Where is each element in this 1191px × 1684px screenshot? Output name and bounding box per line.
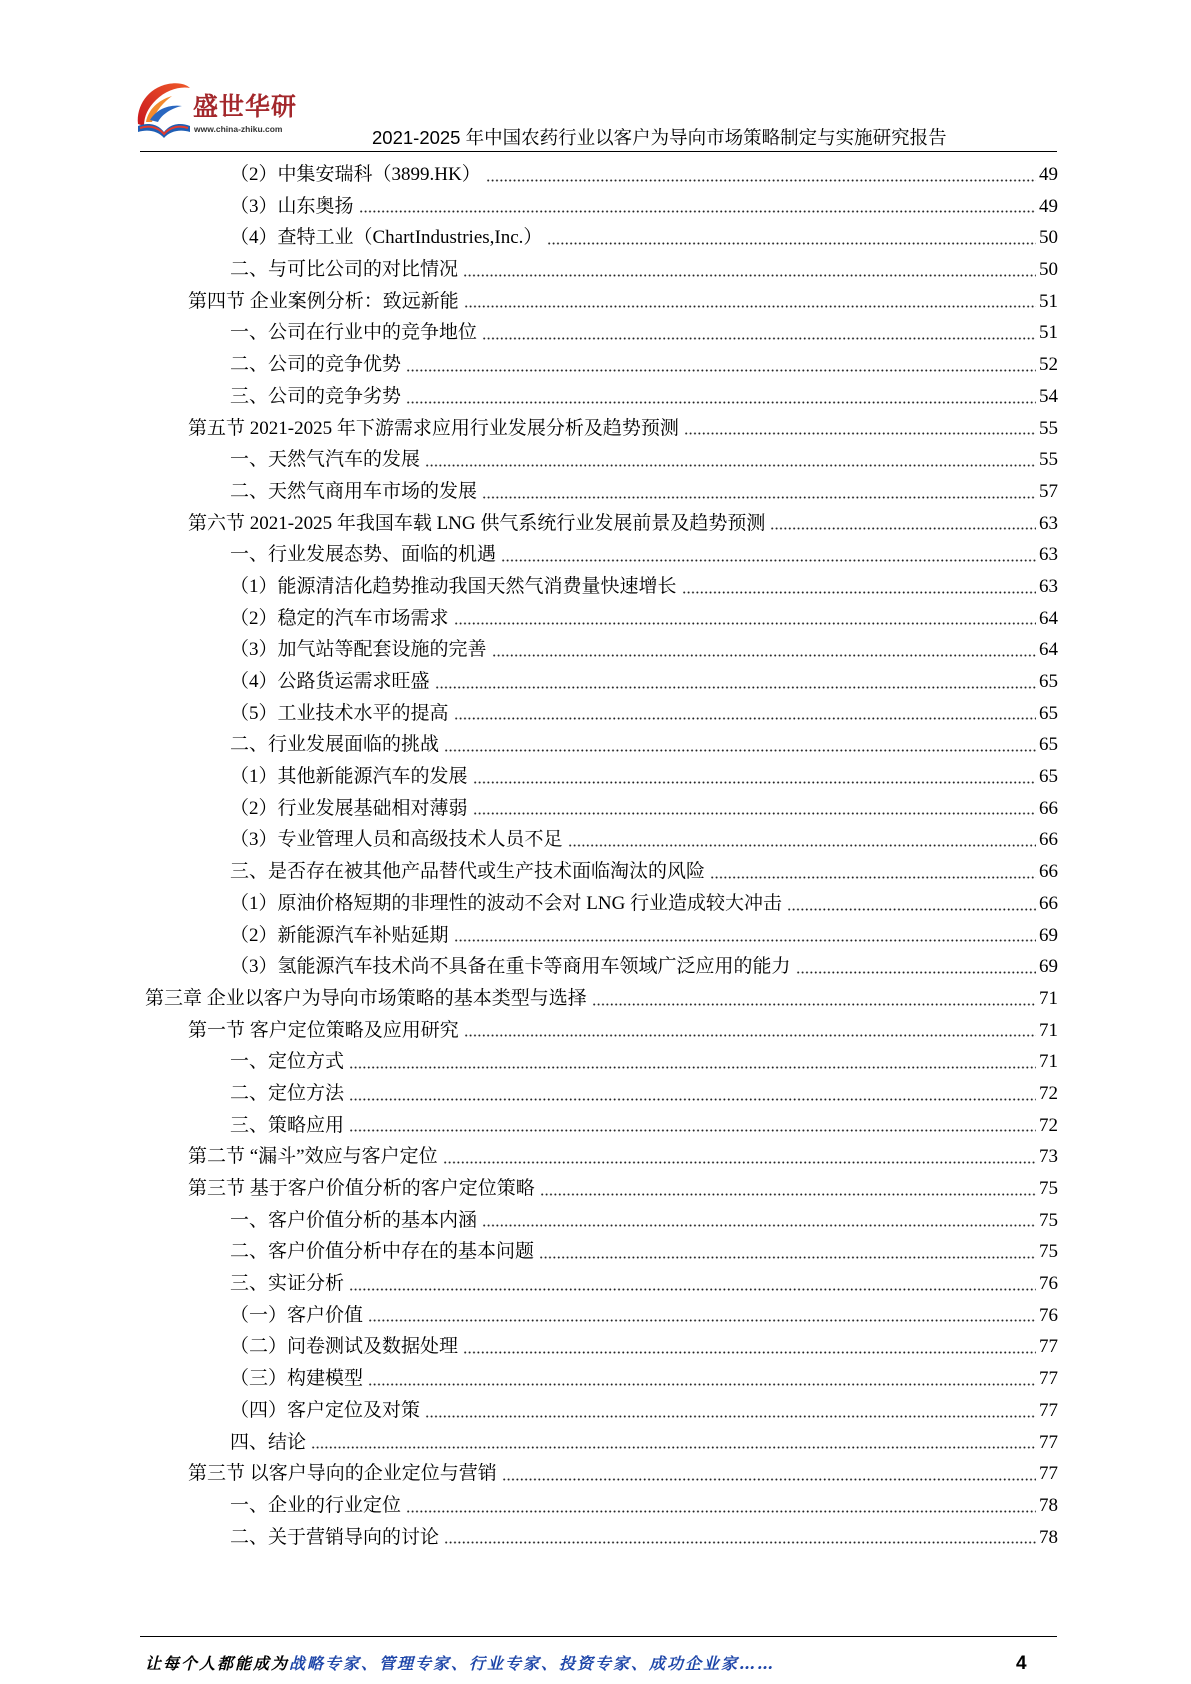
dot-leader — [684, 432, 1036, 435]
toc-item-entry — [0, 476, 1058, 508]
dot-leader — [443, 1161, 1036, 1164]
toc-entry-page-number: 54 — [1039, 385, 1058, 407]
toc-entry-page-number: 69 — [1039, 924, 1058, 946]
toc-item-entry — [0, 1427, 1058, 1459]
dot-leader — [568, 844, 1036, 847]
toc-entry-page-number: 51 — [1039, 290, 1058, 312]
toc-subitem-entry — [0, 1300, 1058, 1332]
toc-entry-title: 三、策略应用 — [230, 1114, 345, 1136]
toc-item-entry — [0, 729, 1058, 761]
toc-entry-page-number: 57 — [1039, 480, 1058, 502]
dot-leader — [349, 1066, 1036, 1069]
dot-leader — [710, 876, 1036, 879]
toc-entry-title: （2）稳定的汽车市场需求 — [230, 607, 449, 629]
dot-leader — [349, 1129, 1036, 1132]
toc-entry-page-number: 65 — [1039, 766, 1058, 788]
toc-entry-page-number: 77 — [1039, 1336, 1058, 1358]
toc-entry-title: 第一节 客户定位策略及应用研究 — [188, 1019, 459, 1041]
toc-item-entry — [0, 856, 1058, 888]
toc-entry-page-number: 75 — [1039, 1241, 1058, 1263]
toc-item-entry — [0, 1110, 1058, 1142]
dot-leader — [482, 496, 1036, 499]
dot-leader — [787, 908, 1036, 911]
dot-leader — [435, 686, 1036, 689]
dot-leader — [796, 971, 1036, 974]
toc-item-entry — [0, 349, 1058, 381]
toc-subitem-entry — [0, 920, 1058, 952]
toc-entry-page-number: 75 — [1039, 1178, 1058, 1199]
toc-entry-title: 第六节 2021-2025 年我国车载 LNG 供气系统行业发展前景及趋势预测 — [188, 512, 766, 534]
toc-entry-title: （三）构建模型 — [230, 1368, 364, 1390]
dot-leader — [682, 591, 1036, 594]
toc-subitem-entry — [0, 888, 1058, 920]
toc-entry-page-number: 69 — [1039, 956, 1058, 978]
dot-leader — [501, 559, 1036, 562]
toc-entry-page-number: 77 — [1039, 1399, 1058, 1421]
toc-subitem-entry — [0, 191, 1058, 223]
toc-entry-title: （3）加气站等配套设施的完善 — [230, 639, 487, 661]
toc-entry-page-number: 77 — [1039, 1368, 1058, 1390]
dot-leader — [425, 1415, 1036, 1418]
dot-leader — [502, 1478, 1036, 1481]
toc-entry-title: 一、天然气汽车的发展 — [230, 449, 421, 471]
toc-entry-title: （四）客户定位及对策 — [230, 1399, 421, 1421]
toc-entry-page-number: 66 — [1039, 861, 1058, 883]
toc-entry-title: 第三节 基于客户价值分析的客户定位策略 — [188, 1178, 535, 1199]
toc-entry-page-number: 71 — [1039, 1019, 1058, 1041]
dot-leader — [539, 1256, 1036, 1259]
dot-leader — [770, 527, 1036, 530]
toc-entry-page-number: 76 — [1039, 1273, 1058, 1295]
toc-subitem-entry — [0, 824, 1058, 856]
toc-entry-title: 一、行业发展态势、面临的机遇 — [230, 544, 497, 566]
toc-entry-page-number: 55 — [1039, 449, 1058, 471]
toc-entry-title: 三、公司的竞争劣势 — [230, 385, 402, 407]
toc-entry-title: 二、行业发展面临的挑战 — [230, 734, 440, 756]
footer-slogan-prefix: 让每个人都能成为 — [145, 1654, 290, 1673]
toc-section-entry — [0, 1141, 1058, 1173]
toc-section-entry — [0, 286, 1058, 318]
toc-item-entry — [0, 1522, 1058, 1554]
toc-section-entry — [0, 508, 1058, 540]
toc-subitem-entry — [0, 222, 1058, 254]
toc-entry-page-number: 77 — [1039, 1431, 1058, 1453]
dot-leader — [368, 1319, 1036, 1322]
dot-leader — [473, 781, 1036, 784]
toc-entry-title: （1）其他新能源汽车的发展 — [230, 766, 468, 788]
toc-entry-title: （3）专业管理人员和高级技术人员不足 — [230, 829, 563, 851]
toc-section-entry — [0, 1015, 1058, 1047]
toc-entry-page-number: 63 — [1039, 544, 1058, 566]
dot-leader — [454, 939, 1036, 942]
toc-entry-page-number: 71 — [1039, 987, 1058, 1009]
toc-subitem-entry — [0, 698, 1058, 730]
toc-entry-page-number: 51 — [1039, 322, 1058, 344]
toc-entry-title: 第五节 2021-2025 年下游需求应用行业发展分析及趋势预测 — [188, 417, 679, 439]
dot-leader — [425, 464, 1036, 467]
dot-leader — [464, 305, 1036, 308]
toc-entry-page-number: 65 — [1039, 671, 1058, 692]
toc-entry-page-number: 50 — [1039, 259, 1058, 281]
toc-entry-page-number: 63 — [1039, 575, 1058, 597]
dot-leader — [454, 717, 1036, 720]
dot-leader — [463, 1351, 1036, 1354]
toc-subitem-entry — [0, 571, 1058, 603]
dot-leader — [349, 1098, 1036, 1101]
toc-entry-title: （1）原油价格短期的非理性的波动不会对 LNG 行业造成较大冲击 — [230, 892, 783, 914]
toc-entry-page-number: 49 — [1039, 195, 1058, 217]
toc-item-entry — [0, 444, 1058, 476]
toc-entry-page-number: 78 — [1039, 1494, 1058, 1516]
toc-item-entry — [0, 1268, 1058, 1300]
toc-entry-title: （1）能源清洁化趋势推动我国天然气消费量快速增长 — [230, 575, 677, 597]
toc-entry-page-number: 66 — [1039, 829, 1058, 851]
footer-divider — [140, 1636, 1057, 1637]
dot-leader — [444, 1541, 1036, 1544]
toc-entry-title: 二、公司的竞争优势 — [230, 354, 402, 376]
toc-entry-page-number: 73 — [1039, 1146, 1058, 1168]
toc-subitem-entry — [0, 1395, 1058, 1427]
dot-leader — [540, 1193, 1036, 1196]
toc-entry-title: 二、与可比公司的对比情况 — [230, 259, 459, 281]
footer-slogan — [145, 1653, 775, 1675]
toc-entry-page-number: 65 — [1039, 734, 1058, 756]
toc-entry-title: 二、客户价值分析中存在的基本问题 — [230, 1241, 535, 1263]
dot-leader — [547, 242, 1036, 245]
dot-leader — [464, 1034, 1036, 1037]
dot-leader — [406, 401, 1036, 404]
dot-leader — [406, 369, 1036, 372]
dot-leader — [473, 812, 1036, 815]
header-divider — [140, 151, 1057, 152]
toc-entry-page-number: 52 — [1039, 354, 1058, 376]
toc-entry-page-number: 63 — [1039, 512, 1058, 534]
toc-entry-page-number: 64 — [1039, 607, 1058, 629]
toc-entry-page-number: 76 — [1039, 1304, 1058, 1326]
toc-entry-title: （二）问卷测试及数据处理 — [230, 1336, 459, 1358]
toc-entry-title: 一、公司在行业中的竞争地位 — [230, 322, 478, 344]
toc-subitem-entry — [0, 159, 1058, 191]
toc-entry-page-number: 72 — [1039, 1114, 1058, 1136]
dot-leader — [349, 1288, 1036, 1291]
toc-entry-title: （2）行业发展基础相对薄弱 — [230, 797, 468, 819]
toc-item-entry — [0, 254, 1058, 286]
dot-leader — [482, 337, 1036, 340]
toc-entry-title: 第二节 “漏斗”效应与客户定位 — [188, 1146, 438, 1168]
toc-subitem-entry — [0, 634, 1058, 666]
dot-leader — [592, 1003, 1036, 1006]
toc-subitem-entry — [0, 761, 1058, 793]
toc-list — [0, 159, 1058, 1553]
toc-item-entry — [0, 381, 1058, 413]
toc-subitem-entry — [0, 1331, 1058, 1363]
toc-item-entry — [0, 1046, 1058, 1078]
toc-item-entry — [0, 1490, 1058, 1522]
toc-entry-title: 四、结论 — [230, 1431, 307, 1453]
toc-entry-page-number: 64 — [1039, 639, 1058, 661]
toc-entry-title: 第三节 以客户导向的企业定位与营销 — [188, 1463, 497, 1485]
toc-subitem-entry — [0, 1363, 1058, 1395]
toc-entry-title: 三、是否存在被其他产品替代或生产技术面临淘汰的风险 — [230, 861, 706, 883]
toc-entry-title: 一、客户价值分析的基本内涵 — [230, 1209, 478, 1231]
toc-entry-title: 三、实证分析 — [230, 1273, 345, 1295]
logo-brand-name: 盛世华研 — [193, 92, 298, 121]
toc-entry-title: （3）氢能源汽车技术尚不具备在重卡等商用车领域广泛应用的能力 — [230, 956, 791, 978]
toc-section-entry — [0, 1173, 1058, 1205]
toc-entry-page-number: 49 — [1039, 164, 1058, 185]
toc-item-entry — [0, 1205, 1058, 1237]
toc-entry-title: （4）公路货运需求旺盛 — [230, 671, 430, 692]
toc-subitem-entry — [0, 666, 1058, 698]
shengshi-huayan-logo-icon — [134, 80, 194, 142]
toc-entry-page-number: 78 — [1039, 1526, 1058, 1548]
toc-section-entry — [0, 413, 1058, 445]
toc-item-entry — [0, 317, 1058, 349]
toc-entry-page-number: 71 — [1039, 1051, 1058, 1073]
footer-slogan-highlight: 战略专家、管理专家、行业专家、投资专家、成功企业家…… — [289, 1654, 776, 1673]
dot-leader — [454, 622, 1036, 625]
dot-leader — [359, 210, 1036, 213]
toc-subitem-entry — [0, 603, 1058, 635]
toc-entry-title: 二、定位方法 — [230, 1082, 345, 1104]
toc-entry-title: 第四节 企业案例分析：致远新能 — [188, 290, 459, 312]
toc-entry-title: （3）山东奥扬 — [230, 195, 354, 217]
toc-entry-title: 二、关于营销导向的讨论 — [230, 1526, 440, 1548]
toc-entry-page-number: 77 — [1039, 1463, 1058, 1485]
toc-item-entry — [0, 1236, 1058, 1268]
toc-entry-page-number: 66 — [1039, 892, 1058, 914]
toc-entry-page-number: 75 — [1039, 1209, 1058, 1231]
logo-website-url: www.china-zhiku.com — [194, 124, 283, 134]
toc-entry-title: （一）客户价值 — [230, 1304, 364, 1326]
toc-chapter-entry — [0, 983, 1058, 1015]
dot-leader — [311, 1446, 1036, 1449]
toc-entry-page-number: 50 — [1039, 227, 1058, 249]
dot-leader — [463, 274, 1036, 277]
dot-leader — [492, 654, 1036, 657]
toc-entry-page-number: 72 — [1039, 1082, 1058, 1104]
toc-item-entry — [0, 539, 1058, 571]
toc-entry-title: （4）查特工业（ChartIndustries,Inc.） — [230, 227, 543, 249]
dot-leader — [486, 179, 1036, 182]
toc-entry-title: （5）工业技术水平的提高 — [230, 702, 449, 724]
toc-section-entry — [0, 1458, 1058, 1490]
toc-entry-title: 一、企业的行业定位 — [230, 1494, 402, 1516]
dot-leader — [368, 1383, 1036, 1386]
toc-entry-title: （2）中集安瑞科（3899.HK） — [230, 164, 481, 185]
toc-entry-title: 第三章 企业以客户为导向市场策略的基本类型与选择 — [145, 987, 587, 1009]
toc-entry-page-number: 66 — [1039, 797, 1058, 819]
toc-subitem-entry — [0, 793, 1058, 825]
report-title: 2021-2025 年中国农药行业以客户为导向市场策略制定与实施研究报告 — [372, 127, 947, 148]
dot-leader — [444, 749, 1036, 752]
dot-leader — [406, 1510, 1036, 1513]
toc-entry-title: 一、定位方式 — [230, 1051, 345, 1073]
toc-entry-title: 二、天然气商用车市场的发展 — [230, 480, 478, 502]
toc-entry-page-number: 55 — [1039, 417, 1058, 439]
toc-entry-page-number: 65 — [1039, 702, 1058, 724]
dot-leader — [482, 1224, 1036, 1227]
toc-item-entry — [0, 1078, 1058, 1110]
page-number: 4 — [1016, 1653, 1027, 1674]
toc-entry-title: （2）新能源汽车补贴延期 — [230, 924, 449, 946]
toc-subitem-entry — [0, 951, 1058, 983]
